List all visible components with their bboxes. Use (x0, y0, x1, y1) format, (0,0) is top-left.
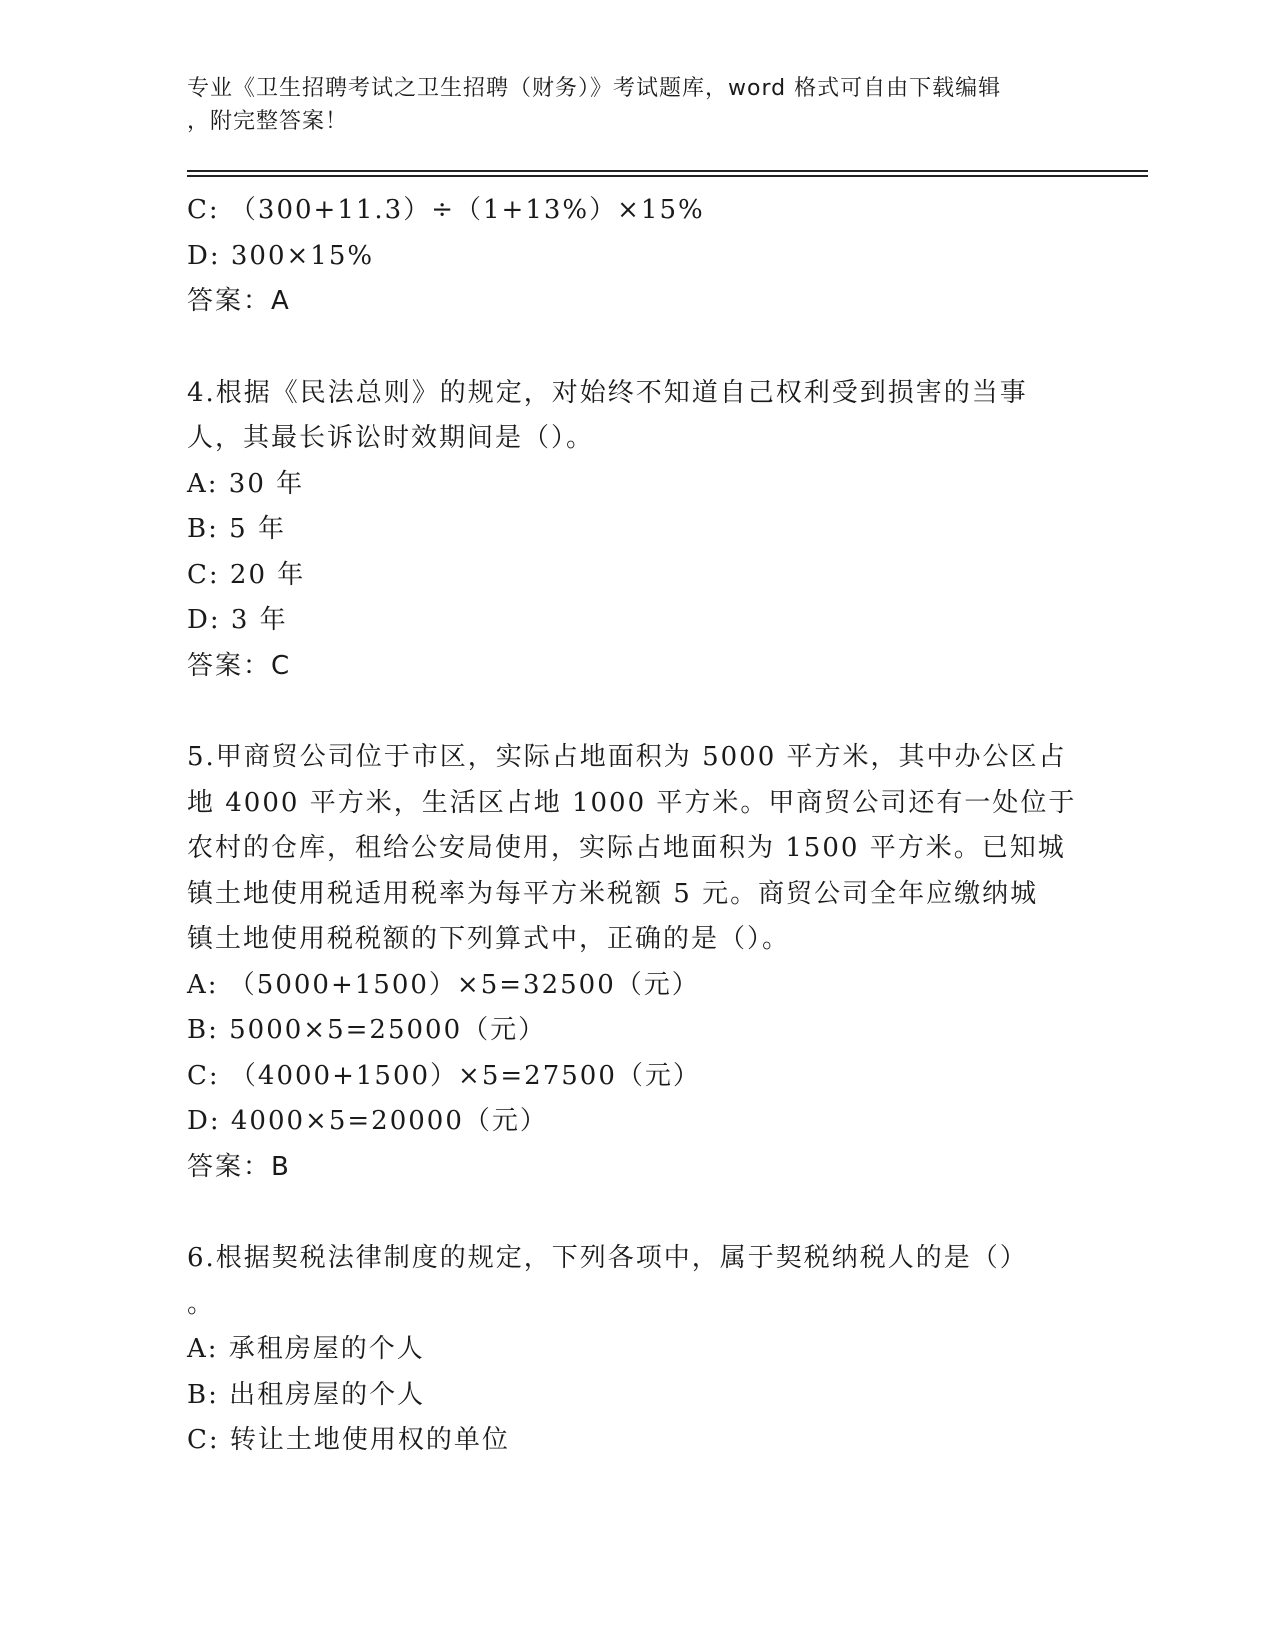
q6-stem-line-1: 6.根据契税法律制度的规定，下列各项中，属于契税纳税人的是（） (187, 1243, 1028, 1273)
q6-option-a: A: 承租房屋的个人 (187, 1334, 425, 1364)
q5-stem-line-4: 镇土地使用税适用税率为每平方米税额 5 元。商贸公司全年应缴纳城 (187, 878, 1039, 909)
q5-stem-line-1: 5.甲商贸公司位于市区，实际占地面积为 5000 平方米，其中办公区占 (187, 742, 1067, 772)
q4-answer: 答案：C (187, 650, 292, 681)
question-3 (187, 188, 1087, 325)
q6-stem-line-2: 。 (187, 1288, 216, 1319)
q6-option-c: C: 转让土地使用权的单位 (187, 1425, 510, 1455)
q5-answer: 答案：B (187, 1151, 291, 1182)
q3-answer: 答案：A (187, 286, 291, 316)
header-line-2: ，附完整答案！ (187, 109, 349, 134)
q5-option-c: C: （4000+1500）×5=27500（元） (187, 1060, 701, 1091)
q5-option-b: B: 5000×5=25000（元） (187, 1015, 547, 1045)
question-4 (187, 371, 1087, 690)
header-rule-bottom (187, 175, 1148, 177)
question-6 (187, 1236, 1087, 1464)
q4-option-d: D: 3 年 (187, 605, 288, 635)
q3-option-c: C: （300+11.3）÷（1+13%）×15% (187, 195, 705, 225)
q4-option-b: B: 5 年 (187, 514, 286, 544)
q4-stem-line-2: 人，其最长诉讼时效期间是（）。 (187, 423, 595, 453)
q6-option-b: B: 出租房屋的个人 (187, 1379, 426, 1410)
q3-option-d: D: 300×15% (187, 240, 375, 271)
q5-option-d: D: 4000×5=20000（元） (187, 1106, 548, 1136)
header-rule-top (187, 170, 1148, 172)
q5-stem-line-5: 镇土地使用税税额的下列算式中，正确的是（）。 (187, 924, 791, 954)
q5-stem-line-3: 农村的仓库，租给公安局使用，实际占地面积为 1500 平方米。已知城 (187, 833, 1066, 863)
question-5 (187, 735, 1087, 1190)
q4-stem-line-1: 4.根据《民法总则》的规定，对始终不知道自己权利受到损害的当事 (187, 377, 1028, 408)
q5-option-a: A: （5000+1500）×5=32500（元） (187, 969, 700, 1000)
q5-stem-line-2: 地 4000 平方米，生活区占地 1000 平方米。甲商贸公司还有一处位于 (187, 787, 1077, 818)
q4-option-c: C: 20 年 (187, 559, 306, 590)
document-header (187, 72, 1087, 138)
header-line-1: 专业《卫生招聘考试之卫生招聘（财务）》考试题库，word 格式可自由下载编辑 (187, 76, 1002, 101)
document-body (187, 188, 1087, 1464)
q4-option-a: A: 30 年 (187, 468, 305, 499)
